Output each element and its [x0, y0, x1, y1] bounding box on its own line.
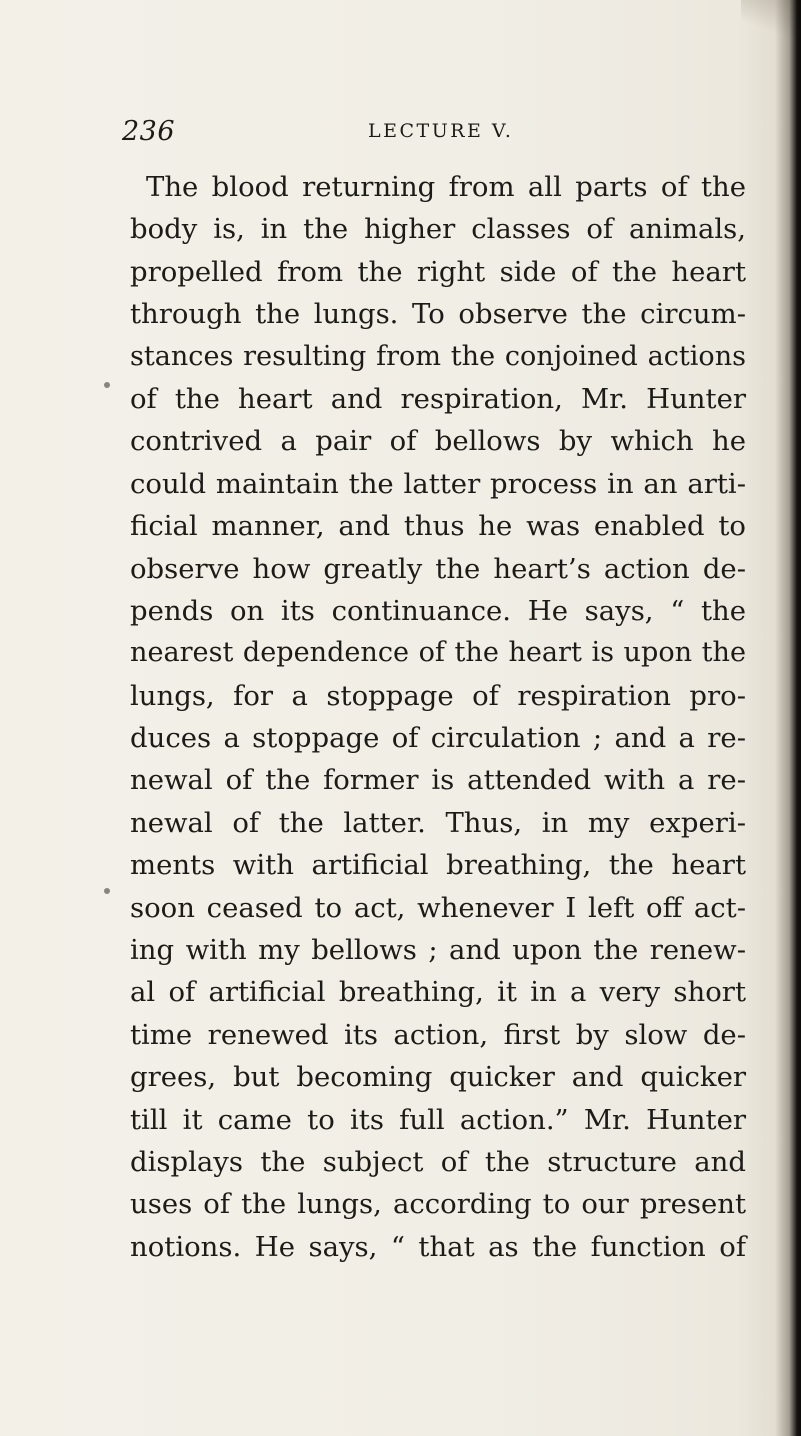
text-line: of the heart and respiration, Mr. Hunter	[130, 382, 746, 415]
text-line: newal of the latter. Thus, in my experi-	[130, 806, 746, 839]
text-line: stances resulting from the conjoined actions	[130, 340, 746, 372]
margin-speck	[104, 888, 110, 894]
binding-edge-shadow	[775, 0, 801, 1436]
running-head: LECTURE V.	[368, 120, 514, 142]
text-line: notions. He says, “ that as the function of	[130, 1230, 746, 1263]
text-line: could maintain the latter process in an arti-	[130, 467, 746, 500]
text-line: through the lungs. To observe the circum-	[130, 298, 746, 331]
text-line: ing with my bellows ; and upon the renew-	[130, 934, 746, 967]
text-line: contrived a pair of bellows by which he	[130, 425, 746, 458]
text-line: lungs, for a stoppage of respiration pro-	[130, 679, 746, 712]
text-line: nearest dependence of the heart is upon the	[130, 637, 746, 669]
text-line: displays the subject of the structure and	[130, 1145, 746, 1178]
body-text	[130, 166, 746, 1268]
text-line: al of artificial breathing, it in a very short	[130, 976, 746, 1009]
text-line: uses of the lungs, according to our present	[130, 1188, 746, 1221]
text-line: duces a stoppage of circulation ; and a re-	[130, 722, 746, 755]
text-line: ments with artificial breathing, the heart	[130, 849, 746, 882]
text-line: till it came to its full action.” Mr. Hunter	[130, 1103, 746, 1136]
margin-speck	[104, 382, 110, 388]
text-line: time renewed its action, first by slow de-	[130, 1018, 746, 1051]
text-line: observe how greatly the heart’s action de-	[130, 552, 746, 585]
page-number: 236	[122, 116, 176, 147]
text-line: ficial manner, and thus he was enabled to	[130, 510, 746, 543]
text-line: grees, but becoming quicker and quicker	[130, 1061, 746, 1094]
page-header	[0, 112, 801, 152]
text-line: propelled from the right side of the heart	[130, 255, 746, 288]
text-line: body is, in the higher classes of animals,	[130, 213, 746, 246]
text-line: The blood returning from all parts of the	[146, 171, 746, 203]
text-line: pends on its continuance. He says, “ the	[130, 594, 746, 627]
text-line: newal of the former is attended with a re-	[130, 764, 746, 797]
text-line: soon ceased to act, whenever I left off act-	[130, 891, 746, 924]
